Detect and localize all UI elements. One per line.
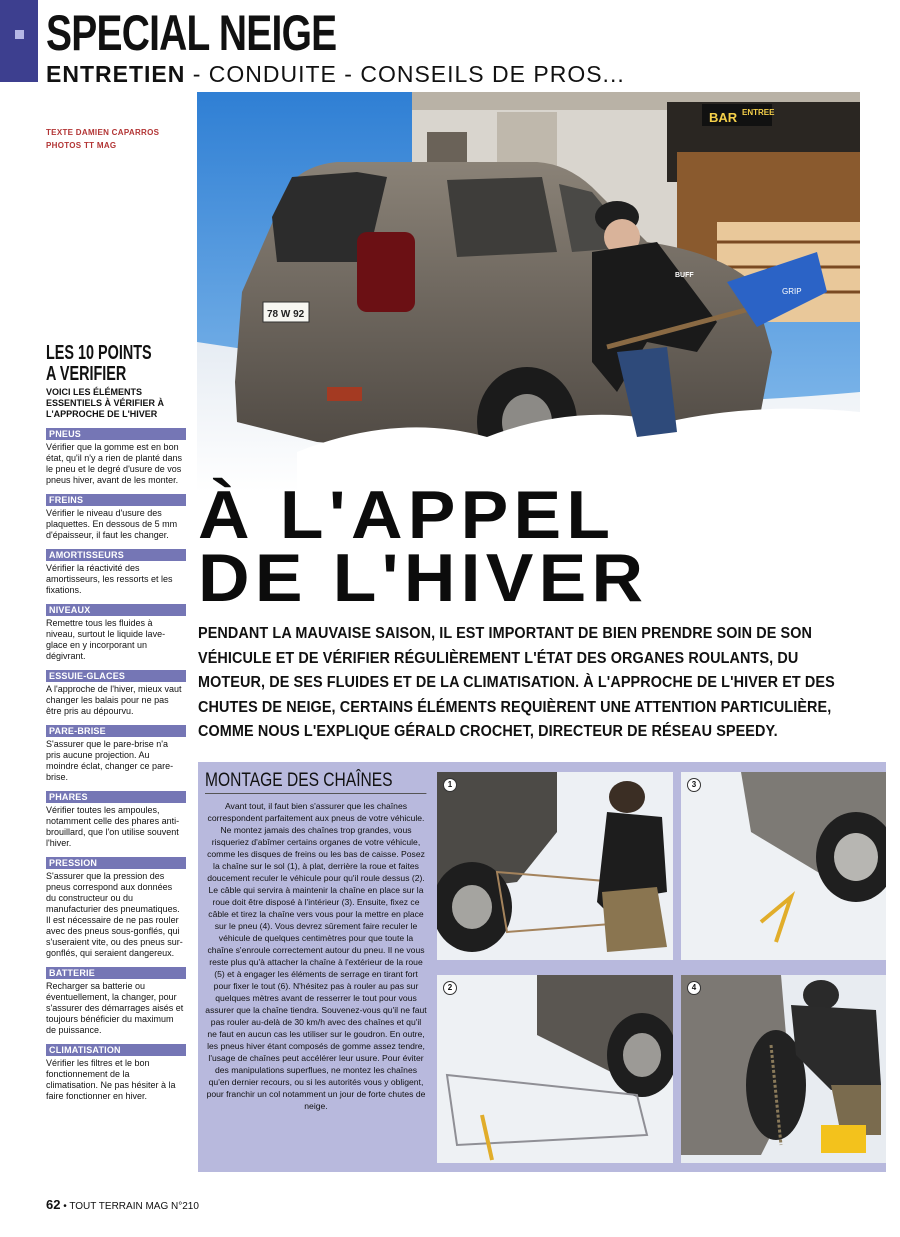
section-tab bbox=[0, 0, 38, 82]
checklist-text-phares: Vérifier toutes les ampoules, notamment celle des phares anti-brouillard, que l'on utilise souvent l'hiver. bbox=[46, 805, 180, 848]
checklist-heading-phares: PHARES bbox=[46, 791, 186, 803]
checklist-heading-climatisation: CLIMATISATION bbox=[46, 1044, 186, 1056]
checklist-text-pneus: Vérifier que la gomme est en bon état, qu'il n'y a rien de planté dans le pneu et le degré d'usure de vos pneus hiver, avant de les monter. bbox=[46, 442, 183, 485]
chain-photo-3 bbox=[681, 772, 886, 960]
hero-photo bbox=[197, 92, 860, 492]
checklist-intro: VOICI LES ÉLÉMENTS ESSENTIELS À VÉRIFIER À L'APPROCHE DE L'HIVER bbox=[46, 387, 165, 419]
credits bbox=[46, 126, 159, 152]
sign-bar: BAR bbox=[709, 110, 738, 125]
chain-photo-1 bbox=[437, 772, 673, 960]
credit-text: TEXTE DAMIEN CAPARROS bbox=[46, 128, 160, 137]
jacket-logo: BUFF bbox=[675, 272, 694, 279]
sign-entree: ENTREE bbox=[742, 108, 775, 117]
checklist-heading-batterie: BATTERIE bbox=[46, 967, 186, 979]
checklist-text-batterie: Recharger sa batterie ou éventuellement, la changer, pour s'assurer des démarrages aisés et toujours bénéficier du maximum de puissance. bbox=[46, 981, 184, 1035]
chain-photo-2 bbox=[437, 975, 673, 1163]
photo-number-3: 3 bbox=[687, 778, 701, 792]
shovel-brand: GRIP bbox=[782, 287, 802, 296]
license-plate: 78 W 92 bbox=[267, 309, 305, 320]
photo-number-4: 4 bbox=[687, 981, 701, 995]
checklist-text-essuie-glaces: A l'approche de l'hiver, mieux vaut changer les balais pour ne pas être pris au dépourvu. bbox=[46, 684, 182, 716]
checklist-text-freins: Vérifier le niveau d'usure des plaquettes. En dessous de 5 mm d'épaisseur, il faut les changer. bbox=[46, 508, 178, 540]
checklist-heading-pneus: PNEUS bbox=[46, 428, 186, 440]
article-title-line1: À L'APPEL bbox=[198, 477, 616, 553]
article-lead: PENDANT LA MAUVAISE SAISON, IL EST IMPORTANT DE BIEN PRENDRE SOIN DE SON VÉHICULE ET DE VÉRIFIER RÉGULIÈREMENT L'ÉTAT DES ORGANES ROULANTS, DU MOTEUR, DE SES FLUIDES ET DE LA CLIMATISATION. À L'APPROCHE DE L'HIVER ET DES CHUTES DE NEIGE, CERTAINS ÉLÉMENTS REQUIÈRENT UNE ATTENTION PARTICULIÈRE, COMME NOUS L'EXPLIQUE GÉRALD CROCHET, DIRECTEUR DE RÉSEAU SPEEDY. bbox=[198, 625, 835, 740]
subtitle-strong: ENTRETIEN bbox=[46, 61, 186, 87]
checklist-text-climatisation: Vérifier les filtres et le bon fonctionnement de la climatisation. Ne pas hésiter à la faire fonctionner en hiver. bbox=[46, 1058, 176, 1101]
chains-text bbox=[205, 770, 427, 1112]
checklist-title-line1: LES 10 POINTS bbox=[46, 342, 152, 364]
checklist-heading-essuie-glaces: ESSUIE-GLACES bbox=[46, 670, 186, 682]
checklist-title-line2: A VERIFIER bbox=[46, 363, 127, 385]
article-title bbox=[198, 477, 649, 616]
checklist-heading-pare-brise: PARE-BRISE bbox=[46, 725, 186, 737]
checklist-sidebar bbox=[46, 343, 186, 1102]
checklist-title bbox=[46, 343, 190, 385]
checklist-text-amortisseurs: Vérifier la réactivité des amortisseurs, les ressorts et les fixations. bbox=[46, 563, 173, 595]
subtitle-rest: - CONDUITE - CONSEILS DE PROS... bbox=[185, 61, 625, 87]
checklist-heading-amortisseurs: AMORTISSEURS bbox=[46, 549, 186, 561]
credit-photos: PHOTOS TT MAG bbox=[46, 141, 117, 150]
page-number: 62 bbox=[46, 1197, 61, 1212]
page-footer bbox=[46, 1198, 199, 1214]
chains-title: MONTAGE DES CHAÎNES bbox=[205, 770, 426, 794]
checklist-text-pare-brise: S'assurer que le pare-brise n'a pris aucune projection. Au moindre éclat, changer ce pare-brise. bbox=[46, 739, 174, 782]
checklist-heading-freins: FREINS bbox=[46, 494, 186, 506]
photo-number-1: 1 bbox=[443, 778, 457, 792]
tab-square-icon bbox=[15, 30, 24, 39]
checklist-text-pression: S'assurer que la pression des pneus correspond aux données du constructeur ou du manufacturier des pneumatiques. Il est nécessaire de ne pas rouler avec des pneus sous-gonflés, qui s'useraient vite, ou des pneus sur-gonflés, qui seraient dangereux. bbox=[46, 871, 183, 958]
article-title-line2: DE L'HIVER bbox=[198, 540, 649, 616]
section-subtitle bbox=[46, 61, 625, 87]
magazine-issue: • TOUT TERRAIN MAG N°210 bbox=[60, 1201, 199, 1212]
photo-number-2: 2 bbox=[443, 981, 457, 995]
chain-photo-4 bbox=[681, 975, 886, 1163]
checklist-text-niveaux: Remettre tous les fluides à niveau, surtout le liquide lave-glace en y incorporant un dégivrant. bbox=[46, 618, 166, 661]
chains-body: Avant tout, il faut bien s'assurer que les chaînes correspondent parfaitement aux pneus de votre véhicule. Ne montez jamais des chaînes trop grandes, vous risqueriez d'abîmer certains organes de votre véhicule, comme les disques de freins ou les bas de caisse. Posez la chaîne sur le sol (1), à plat, derrière la roue et faites doucement reculer le véhicule pour qu'il roule dessus (2). Le câble qui servira à maintenir la chaîne en place sur la roue doit être disposé à l'intérieur (3). Ensuite, fixez ce câble et tirez la chaîne vers vous pour la mettre en place sur le pneu (4). Vous devrez sûrement faire reculer le véhicule de quelques centimètres pour que toute la chaîne s'enroule correctement autour du pneu. Il ne vous reste plus qu'à attacher la chaîne à l'extérieur de la roue (5) et à engager les éléments de serrage en tirant fort pour fixer le tout (6). N'hésitez pas à rouler au pas sur quelques mètres avant de resserrer le tout pour vous assurer que la chaîne tiendra. Souvenez-vous qu'il ne faut pas rouler au-delà de 30 km/h avec des chaînes et qu'il ne faut en aucun cas les utiliser sur le goudron. En outre, les pneus hiver étant composés de gomme assez tendre, l'usage de chaînes peut accélérer leur usure. Pour éviter des manipulations superflues, ne montez les chaînes qu'en dernier recours, ou si les autorités vous y obligent, pour franchir un col notamment un jour de forte chutes de neige. bbox=[205, 801, 427, 1111]
checklist-heading-niveaux: NIVEAUX bbox=[46, 604, 186, 616]
checklist-heading-pression: PRESSION bbox=[46, 857, 186, 869]
section-title: SPECIAL NEIGE bbox=[46, 5, 337, 61]
